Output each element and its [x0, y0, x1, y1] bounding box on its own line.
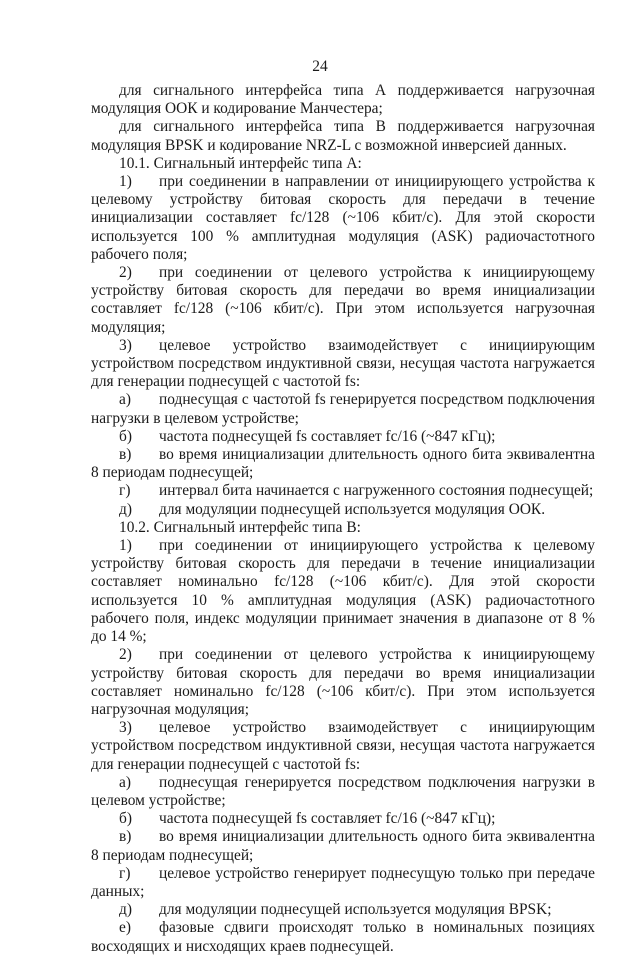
list-item-text: при соединении от целевого устройства к инициирующему устройству битовая скорость для передачи во время инициализации составляет fc/128 (~106 кбит/с). При этом используется нагрузочная модуляция; [91, 264, 595, 336]
list-item [91, 865, 595, 901]
paragraph [91, 118, 595, 154]
list-item-text: фазовые сдвиги происходят только в номинальных позициях восходящих и нисходящих краев поднесущей. [91, 919, 595, 955]
list-item [91, 919, 595, 955]
list-marker: д) [119, 901, 132, 919]
list-item-text: при соединении от инициирующего устройства к целевому устройству битовая скорость для передачи в течение инициализации составляет номинально fc/128 (~106 кбит/с). Для этой скорости используется 10 % амплитудная модуляция (ASK) радиочастотного рабочего поля, индекс модуляции принимает значения в диапазоне от 8 % до 14 %; [91, 537, 595, 646]
list-marker: 1) [119, 537, 132, 555]
list-item-text: для модуляции поднесущей используется модуляция ООК. [159, 500, 546, 518]
list-item [91, 501, 595, 519]
list-item [91, 719, 595, 774]
list-item [91, 901, 595, 919]
list-marker: б) [119, 810, 132, 828]
list-item [91, 810, 595, 828]
list-marker: 2) [119, 264, 132, 282]
list-item [91, 774, 595, 810]
list-marker: а) [119, 773, 131, 791]
list-item-text: при соединении от целевого устройства к инициирующему устройству битовая скорость для передачи во время инициализации составляет номинально fc/128 (~106 кбит/с). При этом используется нагрузочная модуляция; [91, 646, 595, 718]
section-heading [91, 155, 595, 173]
list-marker: д) [119, 500, 132, 518]
list-item [91, 482, 595, 500]
page-number: 24 [312, 58, 328, 75]
list-marker: в) [119, 446, 132, 464]
list-item [91, 173, 595, 264]
paragraph-text: для сигнального интерфейса типа А поддерживается нагрузочная модуляция ООК и кодирование Манчестера; [91, 82, 595, 118]
list-item-text: целевое устройство взаимодействует с инициирующим устройством посредством индуктивной связи, несущая частота нагружается для генерации поднесущей с частотой fs: [91, 719, 595, 773]
paragraph-text: для сигнального интерфейса типа В поддерживается нагрузочная модуляция BPSK и кодирование NRZ-L с возможной инверсией данных. [91, 118, 595, 154]
list-item-text: для модуляции поднесущей используется модуляция BPSK; [159, 901, 552, 919]
paragraph [91, 82, 595, 118]
paragraph-text: 10.1. Сигнальный интерфейс типа А: [119, 154, 362, 172]
list-marker: б) [119, 427, 132, 445]
list-marker: в) [119, 828, 132, 846]
list-item-text: при соединении в направлении от инициирующего устройства к целевому устройству битовая скорость для передачи в течение инициализации составляет fc/128 (~106 кбит/с). Для этой скорости используется 100 % амплитудная модуляция (ASK) радиочастотного рабочего поля; [91, 173, 595, 263]
list-item-text: целевое устройство взаимодействует с инициирующим устройством посредством индуктивной связи, несущая частота нагружается для генерации поднесущей с частотой fs: [91, 336, 595, 391]
paragraph-text: 10.2. Сигнальный интерфейс типа В: [119, 518, 361, 536]
list-item [91, 337, 595, 392]
list-item-text: во время инициализации длительность одного бита эквивалентна 8 периодам поднесущей; [91, 446, 595, 482]
list-item [91, 446, 595, 482]
list-marker: г) [119, 864, 131, 882]
section-heading [91, 519, 595, 537]
list-item [91, 646, 595, 719]
list-item [91, 828, 595, 864]
list-item-text: поднесущая генерируется посредством подключения нагрузки в целевом устройстве; [91, 773, 595, 809]
list-marker: 2) [119, 646, 132, 664]
list-item-text: интервал бита начинается с нагруженного состояния поднесущей; [159, 482, 594, 500]
list-marker: 1) [119, 173, 132, 191]
list-item [91, 428, 595, 446]
list-marker: а) [119, 391, 131, 409]
list-item-text: частота поднесущей fs составляет fc/16 (~847 кГц); [159, 427, 496, 445]
list-item [91, 391, 595, 427]
list-item-text: целевое устройство генерирует поднесущую только при передаче данных; [91, 864, 595, 900]
list-marker: 3) [119, 336, 132, 354]
list-marker: г) [119, 482, 131, 500]
list-marker: 3) [119, 719, 132, 737]
list-item-text: поднесущая с частотой fs генерируется посредством подключения нагрузки в целевом устройстве; [91, 391, 595, 427]
list-item-text: частота поднесущей fs составляет fc/16 (~847 кГц); [159, 810, 496, 828]
list-item-text: во время инициализации длительность одного бита эквивалентна 8 периодам поднесущей; [91, 828, 595, 864]
list-marker: е) [119, 919, 131, 937]
list-item [91, 264, 595, 337]
list-item [91, 537, 595, 646]
document-body [91, 82, 595, 956]
